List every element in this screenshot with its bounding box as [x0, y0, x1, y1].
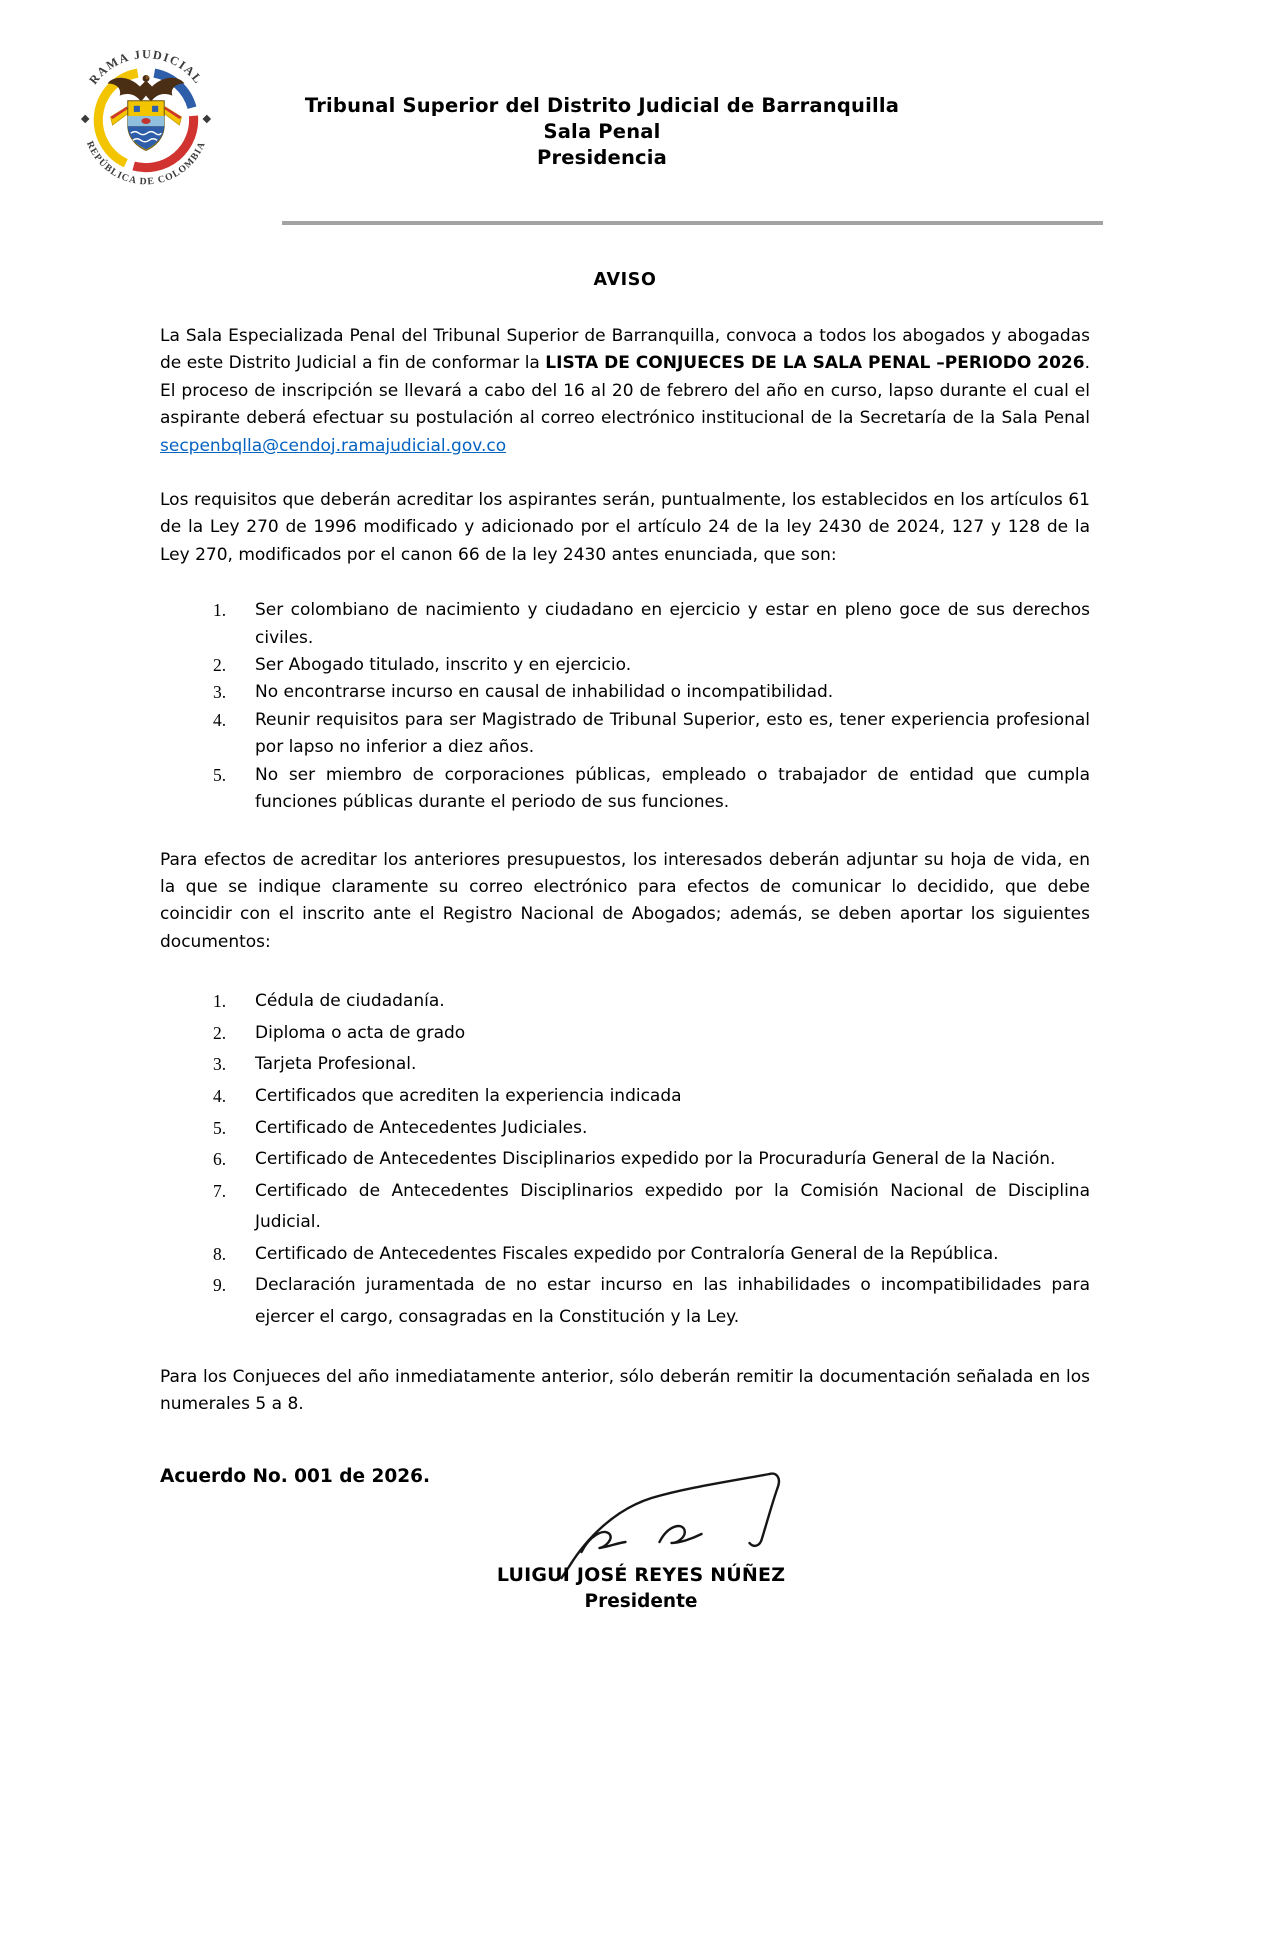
email-link[interactable]: secpenbqlla@cendoj.ramajudicial.gov.co [160, 435, 507, 456]
list-item: No encontrarse incurso en causal de inhabilidad o incompatibilidad. [255, 682, 834, 703]
email-line [160, 433, 1090, 460]
requirements-list [160, 597, 1090, 816]
header-office: Presidencia [536, 146, 668, 169]
paragraph-requisitos: Los requisitos que deberán acreditar los aspirantes serán, puntualmente, los establecidos en los artículos 61 de la Ley 270 de 1996 modificado y adicionado por el artículo 24 de la ley 2430 de 2024, 127 y 128 de la Ley 270, modificados por el canon 66 de la ley 2430 antes enunciada, que son: [160, 490, 1090, 565]
acuerdo-number: Acuerdo No. 001 de 2026. [160, 1466, 430, 1488]
footer-row [160, 1466, 1090, 1564]
paragraph-convocatoria-run2: . El proceso de inscripción se llevará a cabo del 16 al 20 de febrero del año en curso, lapso durante el cual el aspirante deberá efectuar su postulación al correo electrónico institucional de la Secretaría de la Sala Penal [160, 353, 1090, 429]
paragraph-convocatoria [160, 323, 1090, 433]
list-item: No ser miembro de corporaciones públicas, empleado o trabajador de entidad que cumpla funciones públicas durante el periodo de sus funciones. [255, 764, 1090, 813]
documents-list [160, 986, 1090, 1334]
notice-title: AVISO [593, 270, 657, 290]
seal-text-top: RAMA JUDICIAL [86, 47, 206, 87]
paragraph-documentos: Para efectos de acreditar los anteriores presupuestos, los interesados deberán adjuntar su hoja de vida, en la que se indique claramente su correo electrónico para efectos de comunicar lo decidido, que debe coincidir con el inscrito ante el Registro Nacional de Abogados; además, se deben aportar los siguientes documentos: [160, 849, 1090, 952]
list-item: Cédula de ciudadanía. [255, 991, 445, 1012]
list-item: Declaración juramentada de no estar incurso en las inhabilidades o incompatibilidades para ejercer el cargo, consagradas en la Constitución y la Ley. [255, 1275, 1090, 1328]
list-item: Certificado de Antecedentes Fiscales expedido por Contraloría General de la República. [255, 1243, 999, 1264]
header-title-block [252, 0, 952, 171]
seal-text-bottom: REPÚBLICA DE COLOMBIA [84, 139, 208, 188]
seal-diamond-left [81, 115, 90, 124]
signer-role: Presidente [584, 1591, 698, 1613]
list-item: Certificado de Antecedentes Judiciales. [255, 1117, 588, 1138]
list-item: Ser Abogado titulado, inscrito y en ejercicio. [255, 655, 632, 676]
document-header [0, 0, 1275, 221]
lista-conjueces-bold: LISTA DE CONJUECES DE LA SALA PENAL –PERIODO 2026 [545, 353, 1085, 374]
seal-coat-of-arms [107, 75, 184, 150]
list-item: Ser colombiano de nacimiento y ciudadano en ejercicio y estar en pleno goce de sus derechos civiles. [255, 600, 1090, 648]
header-chamber: Sala Penal [543, 120, 661, 143]
signer-name: LUIGUI JOSÉ REYES NÚÑEZ [496, 1564, 786, 1587]
header-institution: Tribunal Superior del Distrito Judicial de Barranquilla [304, 94, 900, 117]
list-item: Certificados que acrediten la experiencia indicada [255, 1085, 682, 1106]
list-item: Reunir requisitos para ser Magistrado de Tribunal Superior, esto es, tener experiencia profesional por lapso no inferior a diez años. [255, 709, 1090, 758]
list-item: Certificado de Antecedentes Disciplinarios expedido por la Procuraduría General de la Nación. [255, 1149, 1056, 1170]
notice-body [160, 270, 1090, 1612]
rama-judicial-seal [70, 42, 222, 198]
paragraph-conjueces-anteriores: Para los Conjueces del año inmediatamente anterior, sólo deberán remitir la documentación señalada en los numerales 5 a 8. [160, 1366, 1090, 1415]
paragraph-convocatoria-run1: La Sala Especializada Penal del Tribunal Superior de Barranquilla, convoca a todos los abogados y abogadas de este Distrito Judicial a fin de conformar la [160, 326, 1090, 374]
header-divider [282, 221, 1103, 225]
list-item: Tarjeta Profesional. [255, 1054, 417, 1075]
list-item: Certificado de Antecedentes Disciplinarios expedido por la Comisión Nacional de Disciplina Judicial. [255, 1180, 1090, 1233]
seal-diamond-right [203, 115, 212, 124]
list-item: Diploma o acta de grado [255, 1022, 466, 1043]
